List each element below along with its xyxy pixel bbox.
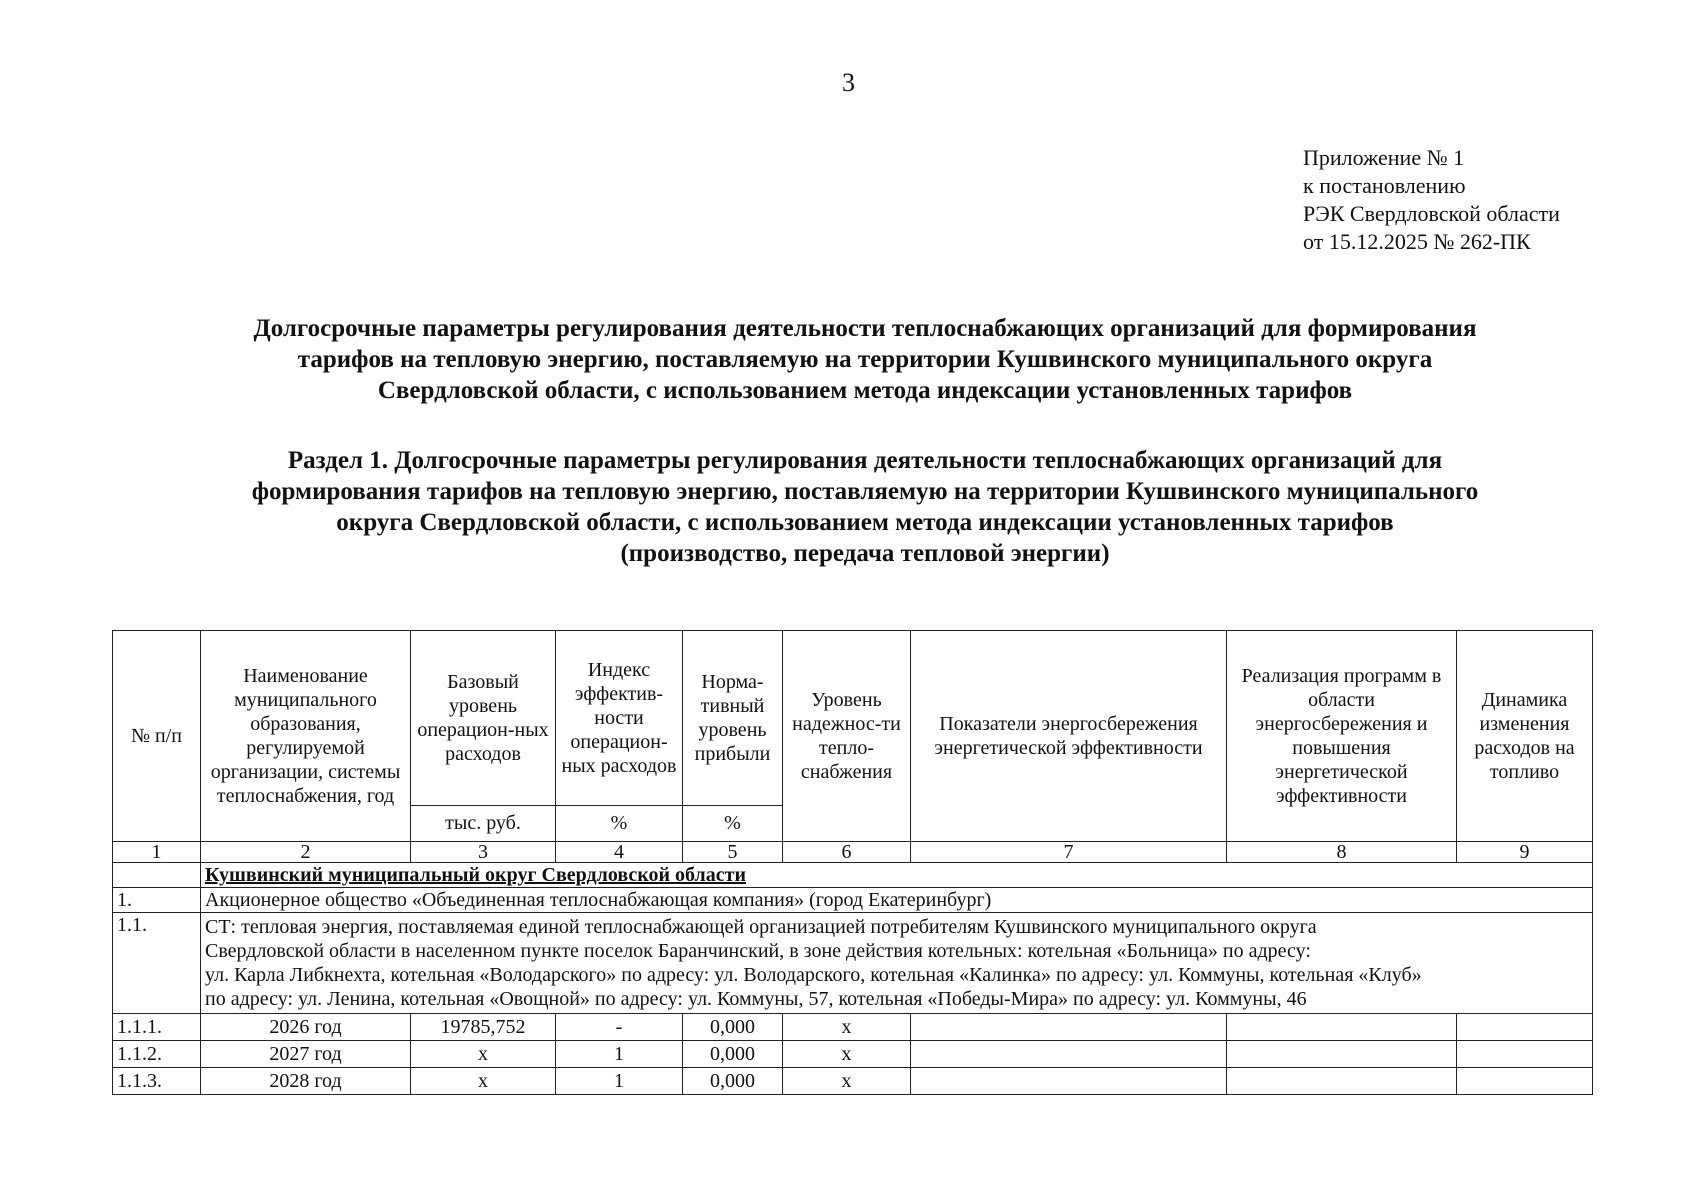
column-number: 3 [411, 842, 556, 863]
column-number: 6 [783, 842, 911, 863]
row-year: 2026 год [201, 1014, 411, 1041]
column-number: 7 [911, 842, 1227, 863]
row-profit-level: 0,000 [683, 1041, 783, 1068]
row-num: 1.1.1. [113, 1014, 201, 1041]
org-row [113, 888, 1593, 913]
appendix-line: к постановлению [1303, 173, 1466, 198]
title-line: Свердловской области, с использованием метода индексации установленных тарифов [377, 377, 1353, 404]
system-line: СТ: тепловая энергия, поставляемая единой теплоснабжающей организацией потребителям Кушвинского муниципального округа [205, 916, 1317, 938]
column-number: 8 [1227, 842, 1457, 863]
row-fuel-dynamics [1457, 1068, 1593, 1095]
row-fuel-dynamics [1457, 1041, 1593, 1068]
header-efficiency-index: Индекс эффектив-ности операцион-ных расходов [556, 631, 683, 806]
row-programs [1227, 1041, 1457, 1068]
section-title [140, 445, 1590, 569]
appendix-line: Приложение № 1 [1303, 145, 1465, 170]
appendix-line: от 15.12.2025 № 262-ПК [1303, 229, 1531, 254]
table-row [113, 1014, 1593, 1041]
document-title [140, 313, 1590, 406]
unit-base-opex: тыс. руб. [411, 805, 556, 841]
row-energy-saving [911, 1014, 1227, 1041]
header-programs: Реализация программ в области энергосбережения и повышения энергетической эффективности [1227, 631, 1457, 842]
row-programs [1227, 1068, 1457, 1095]
header-num: № п/п [113, 631, 201, 842]
row-year: 2027 год [201, 1041, 411, 1068]
row-base-opex: х [411, 1041, 556, 1068]
column-number: 2 [201, 842, 411, 863]
column-number: 5 [683, 842, 783, 863]
section-line: округа Свердловской области, с использованием метода индексации установленных тарифов [336, 509, 1394, 536]
row-profit-level: 0,000 [683, 1068, 783, 1095]
row-year: 2028 год [201, 1068, 411, 1095]
header-base-opex: Базовый уровень операцион-ных расходов [411, 631, 556, 806]
row-energy-saving [911, 1068, 1227, 1095]
system-description [201, 913, 1593, 1014]
row-reliability: х [783, 1041, 911, 1068]
parameters-table [112, 630, 1593, 1095]
group-title: Кушвинский муниципальный округ Свердловской области [201, 863, 1593, 888]
row-reliability: х [783, 1014, 911, 1041]
group-row [113, 863, 1593, 888]
org-num: 1. [113, 888, 201, 913]
header-energy-saving: Показатели энергосбережения энергетической эффективности [911, 631, 1227, 842]
row-efficiency-index: 1 [556, 1068, 683, 1095]
section-line: Раздел 1. Долгосрочные параметры регулирования деятельности теплоснабжающих организаций для [287, 447, 1443, 474]
section-line: (производство, передача тепловой энергии) [620, 540, 1110, 567]
system-line: Свердловской области в населенном пункте поселок Баранчинский, в зоне действия котельных: котельная «Больница» по адресу: [205, 940, 1311, 962]
system-line: ул. Карла Либкнехта, котельная «Володарского» по адресу: ул. Володарского, котельная «Калинка» по адресу: ул. Коммуны, котельная «Клуб» [205, 964, 1422, 986]
header-fuel-dynamics: Динамика изменения расходов на топливо [1457, 631, 1593, 842]
row-reliability: х [783, 1068, 911, 1095]
column-number: 1 [113, 842, 201, 863]
row-fuel-dynamics [1457, 1014, 1593, 1041]
appendix-block [1303, 144, 1560, 256]
row-energy-saving [911, 1041, 1227, 1068]
title-line: Долгосрочные параметры регулирования деятельности теплоснабжающих организаций для формирования [253, 315, 1477, 342]
header-row [113, 631, 1593, 806]
system-line: по адресу: ул. Ленина, котельная «Овощной» по адресу: ул. Коммуны, 57, котельная «Победы-Мира» по адресу: ул. Коммуны, 46 [205, 988, 1307, 1010]
column-number: 4 [556, 842, 683, 863]
row-num: 1.1.3. [113, 1068, 201, 1095]
header-name: Наименование муниципального образования, регулируемой организации, системы теплоснабжения, год [201, 631, 411, 842]
row-programs [1227, 1014, 1457, 1041]
column-number: 9 [1457, 842, 1593, 863]
table-row [113, 1068, 1593, 1095]
system-row [113, 913, 1593, 1014]
header-reliability: Уровень надежнос-ти тепло-снабжения [783, 631, 911, 842]
system-num: 1.1. [113, 913, 201, 1014]
column-number-row [113, 842, 1593, 863]
row-efficiency-index: 1 [556, 1041, 683, 1068]
header-profit-level: Норма-тивный уровень прибыли [683, 631, 783, 806]
section-line: формирования тарифов на тепловую энергию, поставляемую на территории Кушвинского муниципального [251, 478, 1479, 505]
org-name: Акционерное общество «Объединенная теплоснабжающая компания» (город Екатеринбург) [201, 888, 1593, 913]
row-num: 1.1.2. [113, 1041, 201, 1068]
row-base-opex: х [411, 1068, 556, 1095]
unit-profit-level: % [683, 805, 783, 841]
table-row [113, 1041, 1593, 1068]
appendix-line: РЭК Свердловской области [1303, 201, 1560, 226]
group-num-cell [113, 863, 201, 888]
row-profit-level: 0,000 [683, 1014, 783, 1041]
row-base-opex: 19785,752 [411, 1014, 556, 1041]
page-number: 3 [842, 68, 855, 97]
row-efficiency-index: - [556, 1014, 683, 1041]
unit-efficiency-index: % [556, 805, 683, 841]
title-line: тарифов на тепловую энергию, поставляемую на территории Кушвинского муниципального округа [297, 346, 1433, 373]
